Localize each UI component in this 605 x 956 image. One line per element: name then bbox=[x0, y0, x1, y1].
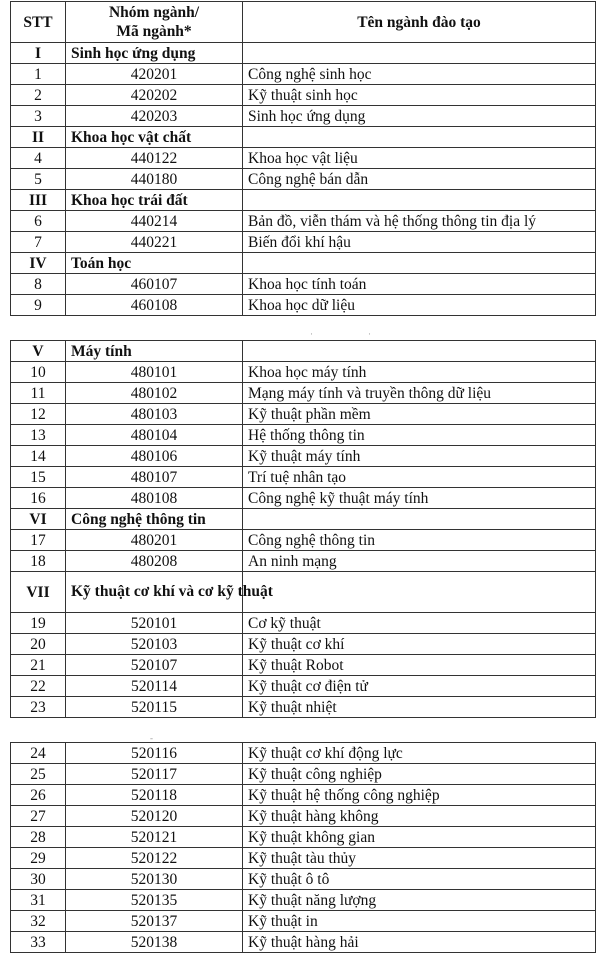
row-stt: 19 bbox=[11, 613, 66, 634]
row-major-name: Hệ thống thông tin bbox=[243, 425, 596, 446]
table-row bbox=[11, 697, 596, 718]
row-stt: 7 bbox=[11, 232, 66, 253]
group-title: Khoa học trái đất bbox=[66, 190, 243, 211]
group-row bbox=[11, 509, 596, 530]
row-major-name: Bản đồ, viễn thám và hệ thống thông tin địa lý bbox=[243, 211, 596, 232]
row-stt: 12 bbox=[11, 404, 66, 425]
scan-artifact: · bbox=[310, 329, 313, 339]
table-row bbox=[11, 676, 596, 697]
row-major-name: Khoa học dữ liệu bbox=[243, 295, 596, 316]
group-row bbox=[11, 572, 596, 613]
row-stt: 5 bbox=[11, 169, 66, 190]
group-row bbox=[11, 43, 596, 64]
table-row bbox=[11, 743, 596, 764]
row-stt: 20 bbox=[11, 634, 66, 655]
table-row bbox=[11, 613, 596, 634]
row-stt: 32 bbox=[11, 911, 66, 932]
row-major-name: Công nghệ bán dẫn bbox=[243, 169, 596, 190]
page-break-gap bbox=[0, 722, 605, 741]
row-major-code: 480102 bbox=[66, 383, 243, 404]
table-header-row bbox=[11, 2, 596, 43]
row-stt: 25 bbox=[11, 764, 66, 785]
row-stt: 29 bbox=[11, 848, 66, 869]
row-major-code: 480104 bbox=[66, 425, 243, 446]
row-major-name: Khoa học vật liệu bbox=[243, 148, 596, 169]
row-major-name: Công nghệ kỹ thuật máy tính bbox=[243, 488, 596, 509]
row-stt: 10 bbox=[11, 362, 66, 383]
row-major-code: 520107 bbox=[66, 655, 243, 676]
row-stt: 13 bbox=[11, 425, 66, 446]
row-major-code: 520120 bbox=[66, 806, 243, 827]
group-title: Toán học bbox=[66, 253, 243, 274]
row-stt: 30 bbox=[11, 869, 66, 890]
table-row bbox=[11, 911, 596, 932]
group-title: Sinh học ứng dụng bbox=[66, 43, 243, 64]
group-empty-cell bbox=[243, 127, 596, 148]
row-major-name: Kỹ thuật công nghiệp bbox=[243, 764, 596, 785]
row-major-name: Kỹ thuật không gian bbox=[243, 827, 596, 848]
header-group-code-line-2: Mã ngành* bbox=[116, 23, 192, 40]
row-major-name: Kỹ thuật hệ thống công nghiệp bbox=[243, 785, 596, 806]
table-row bbox=[11, 890, 596, 911]
table-row bbox=[11, 551, 596, 572]
row-major-name: Khoa học máy tính bbox=[243, 362, 596, 383]
row-major-name: Kỹ thuật phần mềm bbox=[243, 404, 596, 425]
row-stt: 22 bbox=[11, 676, 66, 697]
group-numeral: II bbox=[11, 127, 66, 148]
group-empty-cell bbox=[243, 43, 596, 64]
row-major-code: 520130 bbox=[66, 869, 243, 890]
table-row bbox=[11, 211, 596, 232]
row-major-code: 480108 bbox=[66, 488, 243, 509]
table-body bbox=[11, 43, 596, 316]
group-numeral: VII bbox=[11, 572, 66, 613]
row-major-name: An ninh mạng bbox=[243, 551, 596, 572]
row-stt: 17 bbox=[11, 530, 66, 551]
row-major-name: Mạng máy tính và truyền thông dữ liệu bbox=[243, 383, 596, 404]
row-stt: 27 bbox=[11, 806, 66, 827]
row-stt: 2 bbox=[11, 85, 66, 106]
group-numeral: VI bbox=[11, 509, 66, 530]
table-row bbox=[11, 169, 596, 190]
table-row bbox=[11, 488, 596, 509]
row-major-code: 520122 bbox=[66, 848, 243, 869]
table-row bbox=[11, 634, 596, 655]
table-row bbox=[11, 404, 596, 425]
row-stt: 15 bbox=[11, 467, 66, 488]
scan-artifact: - bbox=[150, 733, 153, 743]
row-stt: 31 bbox=[11, 890, 66, 911]
table-body bbox=[11, 743, 596, 953]
row-stt: 18 bbox=[11, 551, 66, 572]
row-stt: 24 bbox=[11, 743, 66, 764]
row-major-code: 440221 bbox=[66, 232, 243, 253]
row-major-name: Kỹ thuật cơ khí động lực bbox=[243, 743, 596, 764]
row-major-name: Kỹ thuật tàu thủy bbox=[243, 848, 596, 869]
table-row bbox=[11, 274, 596, 295]
row-stt: 4 bbox=[11, 148, 66, 169]
row-major-code: 420201 bbox=[66, 64, 243, 85]
majors-table-part-2 bbox=[10, 340, 596, 718]
table-row bbox=[11, 785, 596, 806]
group-title: Công nghệ thông tin bbox=[66, 509, 243, 530]
row-major-code: 520114 bbox=[66, 676, 243, 697]
row-stt: 11 bbox=[11, 383, 66, 404]
page-break-gap bbox=[0, 321, 605, 339]
row-stt: 14 bbox=[11, 446, 66, 467]
row-major-name: Kỹ thuật máy tính bbox=[243, 446, 596, 467]
row-stt: 6 bbox=[11, 211, 66, 232]
group-numeral: I bbox=[11, 43, 66, 64]
row-major-name: Kỹ thuật hàng không bbox=[243, 806, 596, 827]
row-major-code: 520116 bbox=[66, 743, 243, 764]
table-row bbox=[11, 106, 596, 127]
row-major-name: Kỹ thuật cơ khí bbox=[243, 634, 596, 655]
row-major-code: 480208 bbox=[66, 551, 243, 572]
table-row bbox=[11, 932, 596, 953]
table-row bbox=[11, 655, 596, 676]
header-major-name: Tên ngành đào tạo bbox=[243, 2, 596, 43]
row-major-name: Kỹ thuật hàng hải bbox=[243, 932, 596, 953]
row-major-code: 460107 bbox=[66, 274, 243, 295]
table-row bbox=[11, 383, 596, 404]
row-major-code: 480101 bbox=[66, 362, 243, 383]
header-group-code-line-1: Nhóm ngành/ bbox=[108, 4, 200, 21]
group-numeral: V bbox=[11, 341, 66, 362]
row-major-name: Kỹ thuật in bbox=[243, 911, 596, 932]
row-major-code: 520103 bbox=[66, 634, 243, 655]
group-empty-cell bbox=[243, 572, 596, 613]
group-empty-cell bbox=[243, 509, 596, 530]
table-row bbox=[11, 295, 596, 316]
row-major-name: Trí tuệ nhân tạo bbox=[243, 467, 596, 488]
group-row bbox=[11, 190, 596, 211]
group-row bbox=[11, 253, 596, 274]
row-major-code: 440214 bbox=[66, 211, 243, 232]
header-stt: STT bbox=[11, 2, 66, 43]
table-row bbox=[11, 806, 596, 827]
table-row bbox=[11, 764, 596, 785]
table-row bbox=[11, 85, 596, 106]
row-stt: 3 bbox=[11, 106, 66, 127]
row-major-name: Công nghệ sinh học bbox=[243, 64, 596, 85]
group-numeral: III bbox=[11, 190, 66, 211]
scan-artifact: · bbox=[368, 329, 371, 339]
group-title: Kỹ thuật cơ khí và cơ kỹ thuật bbox=[66, 572, 243, 613]
table-row bbox=[11, 467, 596, 488]
table-row bbox=[11, 848, 596, 869]
row-major-code: 420202 bbox=[66, 85, 243, 106]
table-row bbox=[11, 362, 596, 383]
group-row bbox=[11, 341, 596, 362]
row-major-name: Kỹ thuật Robot bbox=[243, 655, 596, 676]
group-row bbox=[11, 127, 596, 148]
row-major-code: 460108 bbox=[66, 295, 243, 316]
table-row bbox=[11, 148, 596, 169]
row-stt: 9 bbox=[11, 295, 66, 316]
group-numeral: IV bbox=[11, 253, 66, 274]
table-row bbox=[11, 64, 596, 85]
table-row bbox=[11, 869, 596, 890]
row-major-code: 520121 bbox=[66, 827, 243, 848]
table-row bbox=[11, 827, 596, 848]
group-empty-cell bbox=[243, 190, 596, 211]
row-major-code: 520117 bbox=[66, 764, 243, 785]
row-major-code: 440122 bbox=[66, 148, 243, 169]
row-major-code: 440180 bbox=[66, 169, 243, 190]
row-major-code: 480103 bbox=[66, 404, 243, 425]
row-major-code: 480106 bbox=[66, 446, 243, 467]
group-empty-cell bbox=[243, 341, 596, 362]
row-stt: 28 bbox=[11, 827, 66, 848]
row-major-code: 520135 bbox=[66, 890, 243, 911]
majors-table-part-3 bbox=[10, 742, 596, 953]
row-major-name: Kỹ thuật ô tô bbox=[243, 869, 596, 890]
row-stt: 26 bbox=[11, 785, 66, 806]
row-major-name: Khoa học tính toán bbox=[243, 274, 596, 295]
row-major-name: Kỹ thuật sinh học bbox=[243, 85, 596, 106]
row-stt: 8 bbox=[11, 274, 66, 295]
row-major-name: Kỹ thuật nhiệt bbox=[243, 697, 596, 718]
table-row bbox=[11, 530, 596, 551]
table-body bbox=[11, 341, 596, 718]
row-stt: 33 bbox=[11, 932, 66, 953]
row-major-name: Cơ kỹ thuật bbox=[243, 613, 596, 634]
row-major-name: Sinh học ứng dụng bbox=[243, 106, 596, 127]
majors-table-part-1 bbox=[10, 1, 596, 316]
group-empty-cell bbox=[243, 253, 596, 274]
row-major-code: 520115 bbox=[66, 697, 243, 718]
group-title: Khoa học vật chất bbox=[66, 127, 243, 148]
table-row bbox=[11, 232, 596, 253]
row-stt: 23 bbox=[11, 697, 66, 718]
group-title: Máy tính bbox=[66, 341, 243, 362]
table-row bbox=[11, 446, 596, 467]
row-major-code: 480107 bbox=[66, 467, 243, 488]
row-major-name: Biến đổi khí hậu bbox=[243, 232, 596, 253]
row-stt: 21 bbox=[11, 655, 66, 676]
row-major-name: Kỹ thuật năng lượng bbox=[243, 890, 596, 911]
row-major-code: 520138 bbox=[66, 932, 243, 953]
table-row bbox=[11, 425, 596, 446]
row-major-code: 520101 bbox=[66, 613, 243, 634]
row-major-name: Kỹ thuật cơ điện tử bbox=[243, 676, 596, 697]
row-major-code: 420203 bbox=[66, 106, 243, 127]
header-group-code bbox=[66, 2, 243, 43]
row-major-code: 520118 bbox=[66, 785, 243, 806]
row-major-name: Công nghệ thông tin bbox=[243, 530, 596, 551]
row-major-code: 520137 bbox=[66, 911, 243, 932]
row-major-code: 480201 bbox=[66, 530, 243, 551]
row-stt: 1 bbox=[11, 64, 66, 85]
row-stt: 16 bbox=[11, 488, 66, 509]
